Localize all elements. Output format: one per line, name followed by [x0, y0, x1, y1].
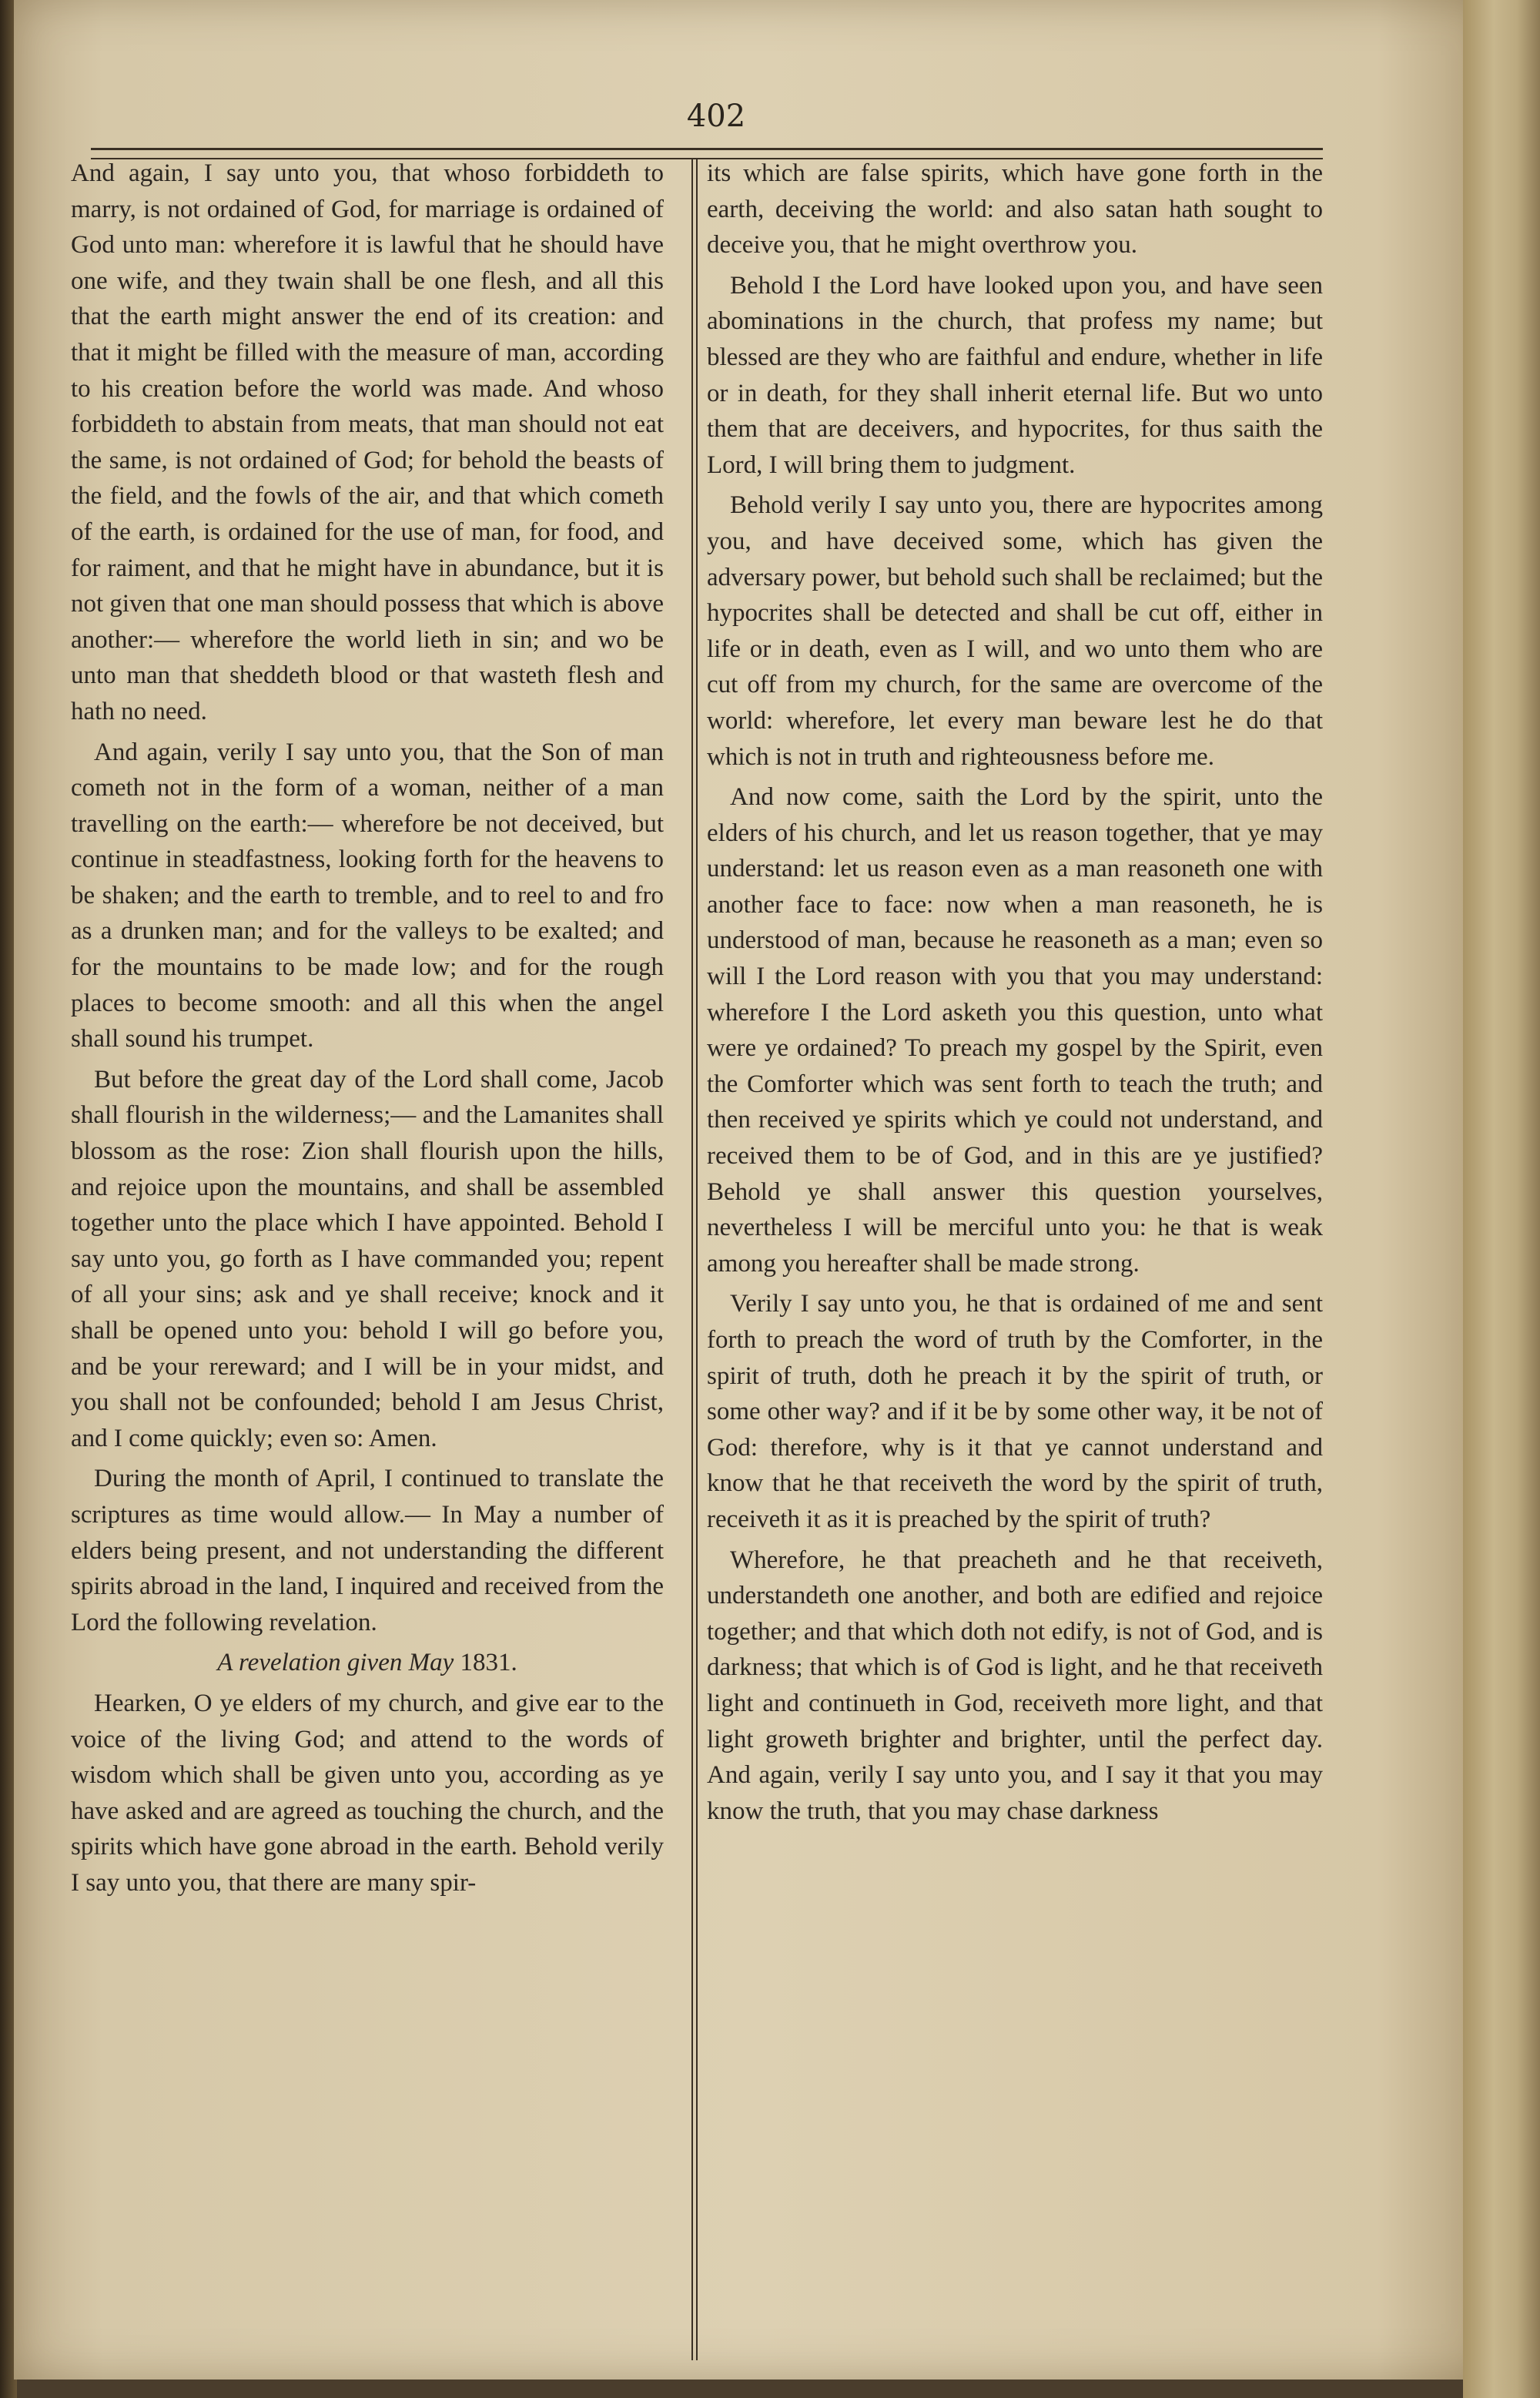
paragraph: During the month of April, I continued to translate the scriptures as time would allow.— In May a number of elders being present, and not understanding the different spirits abroad in the land, I inquired and received from the Lord the following revelation.	[71, 1465, 664, 1636]
paragraph: And again, verily I say unto you, that the Son of man cometh not in the form of a woman, neither of a man travelling on the earth:— wherefore be not deceived, but continue in steadfastness, looking forth for the heavens to be shaken; and the earth to tremble, and to reel to and fro as a drunken man; and for the valleys to be exalted; and for the mountains to be made low; and for the rough places to become smooth: and all this when the angel shall sound his trumpet.	[71, 738, 664, 1053]
revelation-heading	[71, 1645, 664, 1681]
paragraph: And again, I say unto you, that whoso forbiddeth to marry, is not ordained of God, for marriage is ordained of God unto man: wherefore it is lawful that he should have one wife, and they twain shall be one flesh, and all this that the earth might answer the end of its creation: and that it might be filled with the measure of man, according to his creation before the world was made. And whoso forbiddeth to abstain from meats, that man should not eat the same, is not ordained of God; for behold the beasts of the field, and the fowls of the air, and that which cometh of the earth, is ordained for the use of man, for food, and for raiment, and that he might have in abundance, but it is not given that one man should possess that which is above another:— wherefore the world lieth in sin; and wo be unto man that sheddeth blood or that wasteth flesh and hath no need.	[71, 159, 664, 725]
paragraph: Hearken, O ye elders of my church, and give ear to the voice of the living God; and attend to the words of wisdom which shall be given unto you, according as ye have asked and are agreed as touching the church, and the spirits which have gone abroad in the earth. Behold verily I say unto you, that there are many spir-	[71, 1689, 664, 1897]
page-edge-right	[1463, 0, 1540, 2398]
heading-year: 1831.	[460, 1649, 517, 1677]
column-divider-double	[696, 158, 698, 2360]
left-column	[71, 156, 664, 1901]
paragraph: But before the great day of the Lord shall come, Jacob shall flourish in the wilderness;— and the Lamanites shall blossom as the rose: Zion shall flourish upon the hills, and rejoice upon the mountains, and shall be assembled together unto the place which I have appointed. Behold I say unto you, go forth as I have commanded you; repent of all your sins; ask and ye shall receive; knock and it shall be opened unto you: behold I will go before you, and be your rereward; and I will be in your midst, and you shall not be confounded; behold I am Jesus Christ, and I come quickly; even so: Amen.	[71, 1065, 664, 1452]
heading-text: A revelation given May	[217, 1649, 454, 1677]
paragraph: Wherefore, he that preacheth and he that receiveth, understandeth one another, and both are edified and rejoice together; and that which doth not edify, is not of God, and is darkness; that which is of God is light, and he that receiveth light and continueth in God, receiveth more light, and that light groweth brighter and brighter, until the perfect day. And again, verily I say unto you, and I say it that you may know the truth, that you may chase darkness	[707, 1546, 1323, 1825]
right-column	[707, 156, 1323, 1829]
paragraph: Behold verily I say unto you, there are hypocrites among you, and have deceived some, which has given the adversary power, but behold such shall be reclaimed; but the hypocrites shall be detected and shall be cut off, either in life or in death, even as I will, and wo unto them who are cut off from my church, for the same are overcome of the world: wherefore, let every man beware lest he do that which is not in truth and righteousness before me.	[707, 491, 1323, 771]
page-number: 402	[686, 99, 746, 134]
paragraph: And now come, saith the Lord by the spirit, unto the elders of his church, and let us reason together, that ye may understand: let us reason even as a man reasoneth one with another face to face: now when a man reasoneth, he is understood of man, because he reasoneth as a man; even so will I the Lord reason with you that you may understand: wherefore I the Lord asketh you this question, unto what were ye ordained? To preach my gospel by the Spirit, even the Comforter which was sent forth to teach the truth; and then received ye spirits which ye could not understand, and received them to be of God, and in this are ye justified? Behold ye shall answer this question yourselves, nevertheless I will be merciful unto you: he that is weak among you hereafter shall be made strong.	[707, 783, 1323, 1278]
paragraph: Verily I say unto you, he that is ordained of me and sent forth to preach the word of truth by the Comforter, in the spirit of truth, doth he preach it by the spirit of truth, or some other way? and if it be by some other way, it be not of God: therefore, why is it that ye cannot understand and know that he that receiveth the word by the spirit of truth, receiveth it as it is preached by the spirit of truth?	[707, 1290, 1323, 1533]
paragraph: Behold I the Lord have looked upon you, and have seen abominations in the church, that profess my name; but blessed are they who are faithful and endure, whether in life or in death, for they shall inherit eternal life. But wo unto them that are deceivers, and hypocrites, for thus saith the Lord, I will bring them to judgment.	[707, 271, 1323, 479]
paragraph: its which are false spirits, which have gone forth in the earth, deceiving the world: and also satan hath sought to deceive you, that he might overthrow you.	[707, 159, 1323, 260]
column-divider	[691, 158, 693, 2360]
